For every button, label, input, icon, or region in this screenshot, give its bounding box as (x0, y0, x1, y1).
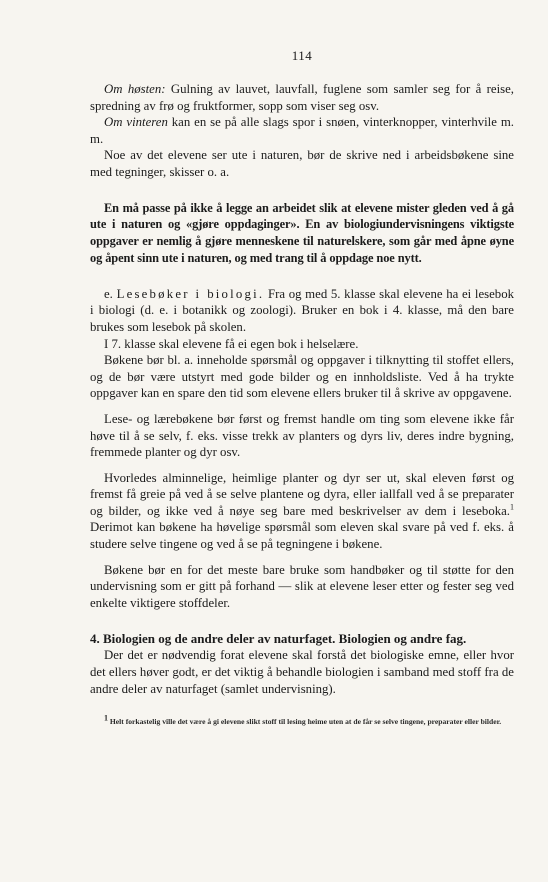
paragraph-text: Derimot kan bøkene ha høvelige spørsmål som eleven skal svare på ved f. eks. å studere selve tingene og ved å se på tegningene i bøkene. (90, 520, 514, 552)
paragraph-book-contents: Bøkene bør bl. a. inneholde spørsmål og oppgaver i tilknytting til stoffet ellers, og de bør være utstyrt med gode bilder og en innholdsliste. Ved å ha trykte oppgaver kan en spare den tid som elevene ellers bruker til å skrive av oppgavene. (90, 353, 514, 401)
paragraph-text: kan en se på alle slags spor i snøen, vinterknopper, vinterhvile m. m. (90, 115, 514, 146)
book-page (90, 48, 514, 727)
footnote-text: Helt forkastelig ville det være å gi elevene slikt stoff til lesing heime uten at de får se selve tingene, preparater eller bilder. (108, 717, 502, 727)
section-heading: 4. Biologien og de andre deler av naturfaget. Biologien og andre fag. (90, 631, 467, 647)
footnote-mark: 1 (104, 713, 108, 723)
paragraph-integration: Der det er nødvendig forat elevene skal forstå det biologiske emne, eller hvor det ellers høver godt, er det viktig å behandle biologien i samband med stoff fra de andre deler av naturfaget (samlet undervisning). (90, 648, 514, 696)
paragraph-workbooks: Noe av det elevene ser ute i naturen, bør de skrive ned i arbeidsbøkene sine med tegninger, skisser o. a. (90, 148, 514, 179)
paragraph-lead: Om vinteren (104, 115, 168, 130)
paragraph-health-book: I 7. klasse skal elevene få ei egen bok i helselære. (104, 336, 359, 351)
paragraph-handbooks: Bøkene bør en for det meste bare bruke som handbøker og til støtte for den undervisning som er gitt på forhand — slik at elevene leser etter og fester seg ved enkelte viktigere stoffdeler. (90, 562, 514, 610)
paragraph-winter (90, 114, 514, 147)
paragraph-observation (90, 470, 514, 553)
footnote (90, 713, 514, 727)
paragraph-text: Fra og med 5. klasse skal elevene ha ei lesebok i biologi (d. e. i botanikk og zoologi). Bruker en bok i 4. klasse, må den bare brukes som lesebok på skolen. (90, 286, 514, 334)
section-title-spaced: Lesebøker i biologi. (116, 286, 265, 301)
paragraph-text: Gulning av lauvet, lauvfall, fuglene som samler seg for å reise, spredning av frø og fruktformer, sopp som viser seg osv. (90, 82, 515, 113)
paragraph-autumn (90, 81, 514, 114)
paragraph-lead: Om høsten: (104, 82, 166, 96)
paragraph-text: Hvorledes alminnelige, heimlige planter og dyr ser ut, skal eleven først og fremst få greie på ved å se selve plantene og dyra, eller iallfall ved å se preparater og bilder, og ikke ved å nøye seg bare med beskrivelser av dem i leseboka. (90, 470, 514, 518)
page-number: 114 (291, 48, 313, 63)
paragraph-bold-warning: En må passe på ikke å legge an arbeidet slik at elevene mister gleden ved å gå ute i naturen og «gjøre oppdaginger». En av biologiundervisningens viktigste oppgaver er nemlig å gjøre menneskene til naturelskere, som går med åpne øyne og åpent sinn ute i naturen, og med trang til å oppdage noe nytt. (90, 200, 514, 265)
footnote-reference: 1 (510, 502, 514, 512)
paragraph-readers (90, 286, 514, 336)
section-letter: e. (104, 286, 117, 301)
paragraph-reading-topics: Lese- og lærebøkene bør først og fremst handle om ting som elevene ikke får høve til å se selv, f. eks. visse trekk av planters og dyrs liv, deres indre bygning, fremmede planter og dyr osv. (90, 411, 514, 460)
